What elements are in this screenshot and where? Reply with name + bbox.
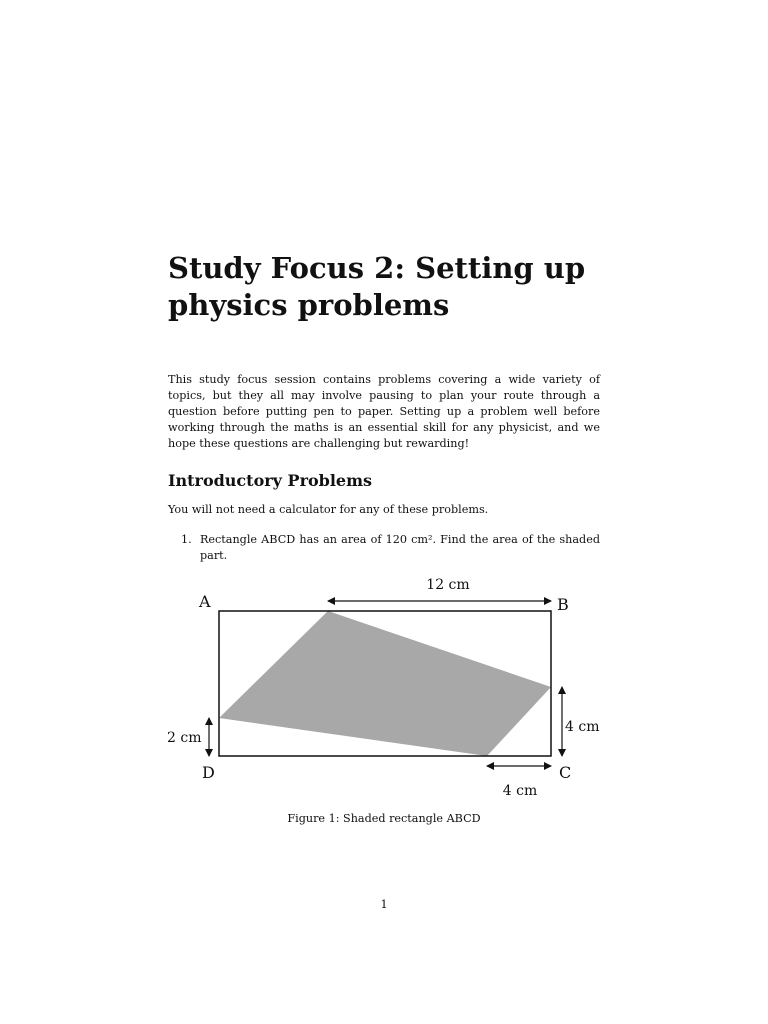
section-heading: Introductory Problems [168, 471, 373, 490]
vertex-label-a: A [199, 592, 211, 611]
document-title: Study Focus 2: Setting up physics problems [168, 251, 586, 322]
top-length-label: 12 cm [426, 577, 470, 593]
left-length-label: 2 cm [167, 730, 202, 746]
right-length-label: 4 cm [565, 719, 600, 735]
problem-text: Rectangle ABCD has an area of 120 cm². Find the area of the shaded part. [200, 533, 600, 562]
intro-paragraph: This study focus session contains problems covering a wide variety of topics, but they all may involve pausing to plan your route through a question before putting pen to paper. Setting up a problem well before working through the maths is an essential skill for any physicist, and we hope these questions are challenging but rewarding! [168, 373, 600, 450]
vertex-label-b: B [557, 595, 569, 614]
problem-item [181, 532, 600, 564]
rectangle-figure [160, 570, 620, 810]
figure-diagram [160, 570, 620, 810]
bottom-length-label: 4 cm [502, 783, 538, 799]
vertex-label-c: C [559, 763, 572, 782]
vertex-label-d: D [202, 763, 215, 782]
calculator-note: You will not need a calculator for any of these problems. [168, 503, 489, 516]
shaded-region [219, 611, 551, 756]
figure-caption: Figure 1: Shaded rectangle ABCD [287, 812, 481, 825]
problem-number: 1. [181, 533, 192, 546]
page-number: 1 [380, 898, 388, 911]
